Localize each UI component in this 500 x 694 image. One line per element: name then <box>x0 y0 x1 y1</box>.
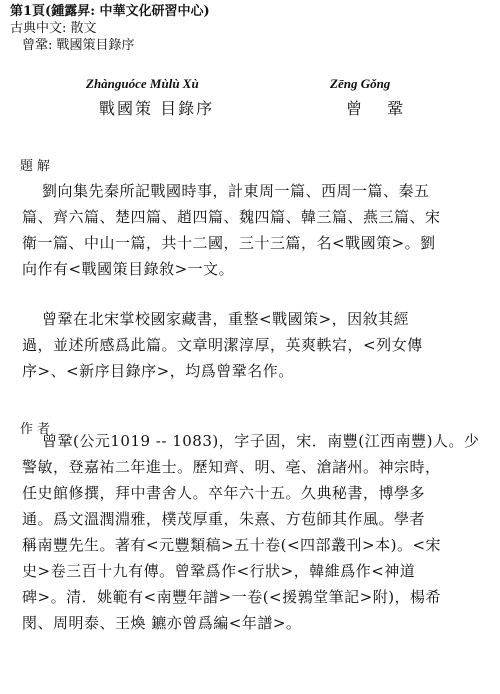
page-header: 第1頁(鍾露昇: 中華文化研習中心) <box>10 4 210 19</box>
text-line: 碑>。清．姚範有<南豐年譜>一卷(<援鶉堂筆記>附)，楊希 <box>22 588 442 606</box>
text-line: 稱南豐先生。著有<元豐類稿>五十卷(<四部叢刊>本)。<宋 <box>22 536 442 554</box>
text-line: 史>卷三百十九有傳。曾鞏爲作<行狀>，韓維爲作<神道 <box>22 562 416 580</box>
author-pinyin: Zēng Gǒng <box>330 76 391 91</box>
text-line: 閔、周明泰、王煥 鑣亦曾爲編<年譜>。 <box>22 614 302 632</box>
text-line: 曾鞏在北宋掌校國家藏書，重整<戰國策>，因敘其經 <box>42 310 410 328</box>
section-heading-author: 作者 <box>20 422 55 437</box>
title-chinese: 戰國策 目錄序 <box>99 99 215 118</box>
text-line: 警敏，登嘉祐二年進士。歷知齊、明、亳、滄諸州。神宗時， <box>22 458 441 476</box>
text-line: 任史館修撰，拜中書舍人。卒年六十五。久典秘書，博學多 <box>22 484 426 502</box>
text-line: 序>、<新序目錄序>，均爲曾鞏名作。 <box>22 362 294 380</box>
section-heading-intro: 題解 <box>20 159 55 174</box>
title-line: 曾鞏: 戰國策目錄序 <box>22 38 135 53</box>
text-line: 曾鞏(公元1019 -- 1083)，字子固，宋．南豐(江西南豐)人。少 <box>42 432 480 450</box>
text-line: 劉向集先秦所記戰國時事，計東周一篇、西周一篇、秦五 <box>42 182 430 200</box>
author-chinese: 曾 鞏 <box>346 99 414 118</box>
author-paragraph <box>22 428 494 636</box>
text-line: 篇、齊六篇、楚四篇、趙四篇、魏四篇、韓三篇、燕三篇、宋 <box>22 208 441 226</box>
category-line: 古典中文: 散文 <box>10 21 97 36</box>
intro-paragraph-1 <box>22 178 494 282</box>
text-line: 衛一篇、中山一篇，共十二國，三十三篇，名<戰國策>。劉 <box>22 234 436 252</box>
text-line: 向作有<戰國策目錄敘>一文。 <box>22 260 235 278</box>
title-pinyin: Zhànguóce Mùlù Xù <box>86 76 199 91</box>
text-line: 通。爲文溫潤淵雅，樸茂厚重，朱熹、方苞師其作風。學者 <box>22 510 426 528</box>
text-line: 過，並述所感爲此篇。文章明潔淳厚，英爽軼宕，<列女傳 <box>22 336 423 354</box>
intro-paragraph-2 <box>22 306 494 384</box>
